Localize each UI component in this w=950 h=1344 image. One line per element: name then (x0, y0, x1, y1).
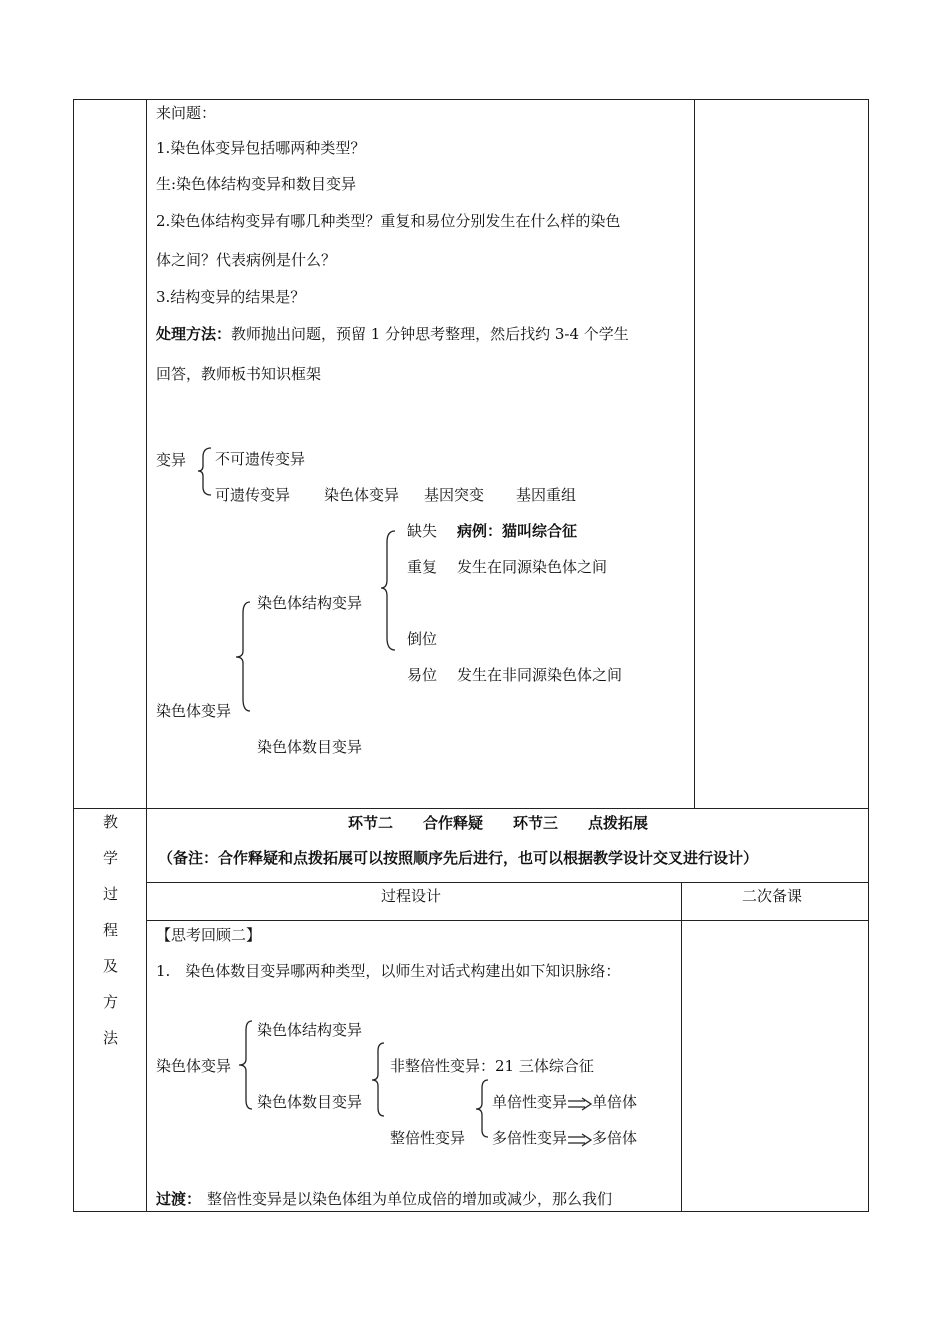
deletion-case: 病例：猫叫综合征 (457, 522, 578, 540)
method-text: 教师抛出问题，预留 1 分钟思考整理，然后找约 3-4 个学生 (231, 325, 629, 343)
chromosome-variation-root: 染色体变异 (156, 702, 232, 720)
root-brace (237, 1020, 255, 1110)
review-question-1: 1. 染色体数目变异哪两种类型，以师生对话式构建出如下知识脉络： (156, 962, 621, 980)
section-divider (73, 808, 869, 809)
type-gene-mutation: 基因突变 (424, 486, 485, 504)
side-label-char-4: 程 (103, 921, 119, 939)
side-label-char-2: 学 (103, 849, 119, 867)
structural-brace (380, 530, 400, 652)
type-gene-recombination: 基因重组 (516, 486, 577, 504)
numerical-brace (371, 1042, 387, 1118)
d3-non-euploid: 非整倍性变异：21 三体综合征 (390, 1057, 594, 1075)
subheader-bottom-line (146, 920, 869, 921)
table-top-border (73, 99, 869, 100)
structural-variation: 染色体结构变异 (257, 594, 363, 612)
duplication-note: 发生在同源染色体之间 (457, 558, 608, 576)
subheader-top-line (146, 882, 869, 883)
transition-text: 整倍性变异是以染色体组为单位成倍的增加或减少，那么我们 (207, 1190, 613, 1208)
question-2-line-2: 体之间？代表病例是什么？ (156, 251, 337, 269)
question-3: 3.结构变异的结果是？ (156, 288, 306, 306)
numerical-variation: 染色体数目变异 (257, 738, 363, 756)
upper-prep-column-divider (694, 99, 695, 809)
section2-header: 环节二 合作释疑 环节三 点拨拓展 (348, 814, 649, 832)
label-column-divider (146, 99, 147, 1212)
col-header-prep: 二次备课 (742, 887, 803, 905)
side-label-char-1: 教 (103, 813, 119, 831)
transition-line (156, 1192, 612, 1207)
col-header-process: 过程设计 (381, 887, 442, 905)
d3-monoploid: 单倍体 (592, 1093, 638, 1111)
translocation-note: 发生在非同源染色体之间 (457, 666, 623, 684)
table-right-border (868, 99, 869, 1212)
heritable-variation: 可遗传变异 (215, 486, 291, 504)
d3-structural-variation: 染色体结构变异 (257, 1021, 363, 1039)
side-label-char-7: 法 (103, 1029, 119, 1047)
section2-note: （备注：合作释疑和点拨拓展可以按照顺序先后进行，也可以根据教学设计交叉进行设计） (158, 849, 759, 867)
type-chromosome-variation: 染色体变异 (324, 486, 400, 504)
review-title: 【思考回顾二】 (156, 926, 262, 944)
table-left-border (73, 99, 74, 1212)
chromosome-variation-brace (235, 601, 255, 713)
side-label-char-3: 过 (103, 885, 119, 903)
method-label: 处理方法： (156, 325, 232, 343)
non-heritable-variation: 不可遗传变异 (215, 450, 306, 468)
method-line-2: 回答，教师板书知识框架 (156, 365, 322, 383)
method-line-1 (156, 327, 629, 342)
inversion-label: 倒位 (407, 630, 438, 648)
transition-label: 过渡： (156, 1190, 202, 1208)
d3-chromosome-variation: 染色体变异 (156, 1057, 232, 1075)
variation-root: 变异 (156, 451, 187, 469)
d3-monoploid-variation: 单倍性变异 (492, 1093, 568, 1111)
side-label-char-5: 及 (103, 957, 119, 975)
euploid-brace (475, 1079, 491, 1139)
table-bottom-border (73, 1211, 869, 1212)
d3-numerical-variation: 染色体数目变异 (257, 1093, 363, 1111)
arrow-to-monoploid (567, 1097, 593, 1111)
deletion-label: 缺失 (407, 522, 438, 540)
side-label-char-6: 方 (103, 993, 119, 1011)
d3-polyploid: 多倍体 (592, 1129, 638, 1147)
duplication-label: 重复 (407, 558, 438, 576)
question-1: 1.染色体变异包括哪两种类型？ (156, 139, 366, 157)
d3-polyploid-variation: 多倍性变异 (492, 1129, 568, 1147)
text-line-1: 来问题： (156, 104, 217, 122)
arrow-to-polyploid (567, 1133, 593, 1147)
lower-prep-column-divider (681, 882, 682, 1212)
translocation-label: 易位 (407, 666, 438, 684)
d3-euploid-variation: 整倍性变异 (390, 1129, 466, 1147)
variation-brace (197, 447, 217, 497)
question-2-line-1: 2.染色体结构变异有哪几种类型？重复和易位分别发生在什么样的染色 (156, 212, 621, 230)
student-answer: 生:染色体结构变异和数目变异 (156, 175, 357, 193)
